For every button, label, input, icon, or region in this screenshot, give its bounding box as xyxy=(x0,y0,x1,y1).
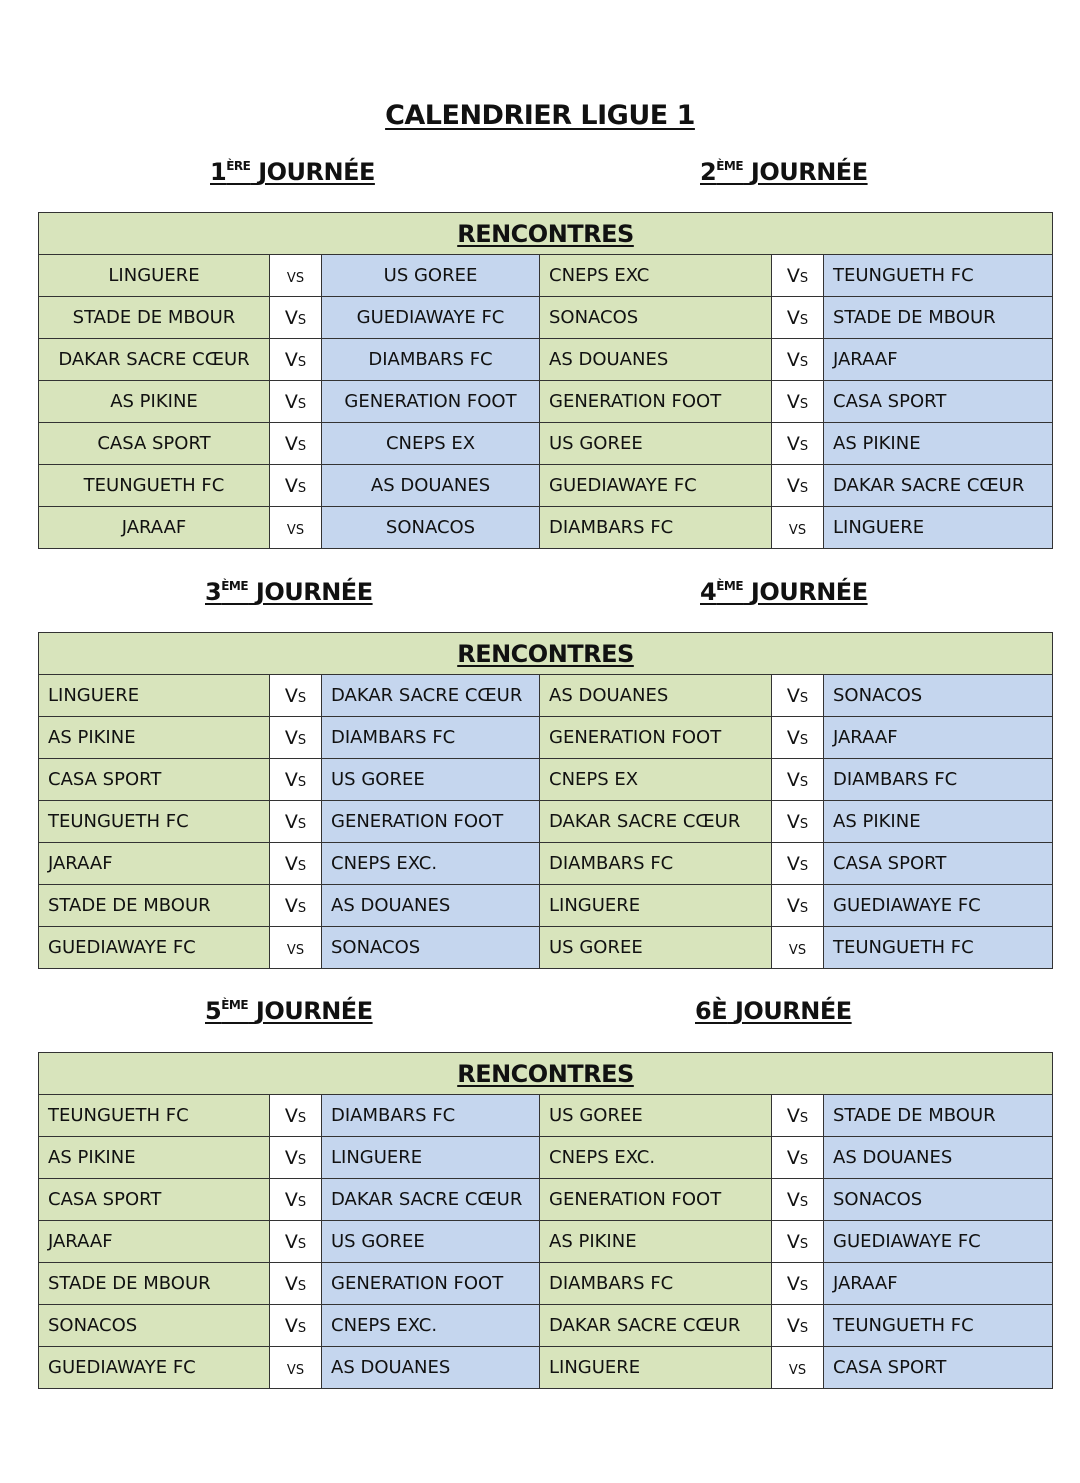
vs-label: Vs xyxy=(270,885,322,927)
vs-label: Vs xyxy=(772,297,824,339)
away-team-right: CASA SPORT xyxy=(824,381,1053,423)
home-team-right: DAKAR SACRE CŒUR xyxy=(540,801,772,843)
page-title: CALENDRIER LIGUE 1 xyxy=(385,100,695,131)
round-suffix: ÈME xyxy=(716,579,744,593)
away-team-right: STADE DE MBOUR xyxy=(824,297,1053,339)
home-team-right: DIAMBARS FC xyxy=(540,1263,772,1305)
away-team-left: US GOREE xyxy=(322,255,540,297)
away-team-right: JARAAF xyxy=(824,717,1053,759)
round-word: JOURNÉE xyxy=(255,997,373,1025)
vs-label: Vs xyxy=(772,1305,824,1347)
table-row xyxy=(39,843,1053,885)
table-row xyxy=(39,381,1053,423)
vs-label: Vs xyxy=(270,801,322,843)
round-number: 5 xyxy=(205,997,222,1025)
vs-label: Vs xyxy=(270,717,322,759)
vs-label: Vs xyxy=(772,1137,824,1179)
home-team-left: AS PIKINE xyxy=(39,717,270,759)
vs-label: Vs xyxy=(772,465,824,507)
vs-label: Vs xyxy=(772,675,824,717)
vs-label: Vs xyxy=(772,1263,824,1305)
vs-label: vs xyxy=(270,1347,322,1389)
away-team-right: SONACOS xyxy=(824,1179,1053,1221)
vs-label: Vs xyxy=(270,1305,322,1347)
vs-label: Vs xyxy=(270,339,322,381)
round-number: 4 xyxy=(700,578,717,606)
home-team-left: TEUNGUETH FC xyxy=(39,1095,270,1137)
home-team-left: TEUNGUETH FC xyxy=(39,801,270,843)
table-row xyxy=(39,1263,1053,1305)
home-team-left: STADE DE MBOUR xyxy=(39,1263,270,1305)
round-word: JOURNÉE xyxy=(258,158,375,186)
table-row xyxy=(39,1137,1053,1179)
round-2-heading xyxy=(700,158,868,186)
home-team-left: AS PIKINE xyxy=(39,381,270,423)
away-team-right: TEUNGUETH FC xyxy=(824,927,1053,969)
home-team-right: DIAMBARS FC xyxy=(540,843,772,885)
round-4-heading xyxy=(700,578,868,606)
home-team-right: CNEPS EXC. xyxy=(540,1137,772,1179)
away-team-left: DAKAR SACRE CŒUR xyxy=(322,1179,540,1221)
fixtures-table-rounds-3-4 xyxy=(38,632,1053,969)
home-team-left: CASA SPORT xyxy=(39,423,270,465)
away-team-right: JARAAF xyxy=(824,339,1053,381)
home-team-left: LINGUERE xyxy=(39,255,270,297)
away-team-left: US GOREE xyxy=(322,1221,540,1263)
home-team-left: CASA SPORT xyxy=(39,759,270,801)
table-row xyxy=(39,423,1053,465)
vs-label: vs xyxy=(772,1347,824,1389)
away-team-right: CASA SPORT xyxy=(824,1347,1053,1389)
table-row xyxy=(39,1179,1053,1221)
away-team-left: DIAMBARS FC xyxy=(322,339,540,381)
vs-label: Vs xyxy=(772,381,824,423)
vs-label: vs xyxy=(270,927,322,969)
vs-label: Vs xyxy=(772,255,824,297)
home-team-right: US GOREE xyxy=(540,1095,772,1137)
home-team-right: DAKAR SACRE CŒUR xyxy=(540,1305,772,1347)
away-team-right: SONACOS xyxy=(824,675,1053,717)
home-team-right: AS DOUANES xyxy=(540,339,772,381)
round-number: 2 xyxy=(700,158,717,186)
home-team-right: LINGUERE xyxy=(540,885,772,927)
vs-label: Vs xyxy=(270,1095,322,1137)
round-word: JOURNÉE xyxy=(750,578,868,606)
table-row xyxy=(39,255,1053,297)
vs-label: vs xyxy=(270,255,322,297)
round-3-heading xyxy=(205,578,373,606)
home-team-right: AS DOUANES xyxy=(540,675,772,717)
away-team-left: GENERATION FOOT xyxy=(322,801,540,843)
vs-label: Vs xyxy=(772,717,824,759)
round-suffix: ÈME xyxy=(221,579,249,593)
round-number: 6È xyxy=(695,997,728,1025)
away-team-left: AS DOUANES xyxy=(322,465,540,507)
away-team-left: LINGUERE xyxy=(322,1137,540,1179)
table-row xyxy=(39,1347,1053,1389)
home-team-left: CASA SPORT xyxy=(39,1179,270,1221)
vs-label: Vs xyxy=(772,843,824,885)
table-row xyxy=(39,885,1053,927)
table-row xyxy=(39,507,1053,549)
vs-label: Vs xyxy=(270,1221,322,1263)
away-team-left: GENERATION FOOT xyxy=(322,1263,540,1305)
vs-label: vs xyxy=(270,507,322,549)
rencontres-header-row xyxy=(39,1053,1053,1095)
home-team-right: AS PIKINE xyxy=(540,1221,772,1263)
table-row xyxy=(39,759,1053,801)
home-team-right: DIAMBARS FC xyxy=(540,507,772,549)
table-row xyxy=(39,717,1053,759)
vs-label: Vs xyxy=(270,843,322,885)
away-team-right: LINGUERE xyxy=(824,507,1053,549)
rencontres-label: RENCONTRES xyxy=(39,1053,1053,1095)
home-team-left: AS PIKINE xyxy=(39,1137,270,1179)
vs-label: Vs xyxy=(772,339,824,381)
vs-label: vs xyxy=(772,927,824,969)
rencontres-label: RENCONTRES xyxy=(39,213,1053,255)
vs-label: Vs xyxy=(772,1095,824,1137)
vs-label: Vs xyxy=(772,885,824,927)
rencontres-label: RENCONTRES xyxy=(39,633,1053,675)
away-team-right: AS DOUANES xyxy=(824,1137,1053,1179)
vs-label: Vs xyxy=(270,1137,322,1179)
away-team-right: GUEDIAWAYE FC xyxy=(824,1221,1053,1263)
away-team-right: TEUNGUETH FC xyxy=(824,255,1053,297)
table-row xyxy=(39,465,1053,507)
away-team-right: TEUNGUETH FC xyxy=(824,1305,1053,1347)
vs-label: Vs xyxy=(772,759,824,801)
home-team-right: CNEPS EX xyxy=(540,759,772,801)
home-team-right: US GOREE xyxy=(540,927,772,969)
away-team-right: DIAMBARS FC xyxy=(824,759,1053,801)
away-team-left: CNEPS EX xyxy=(322,423,540,465)
vs-label: Vs xyxy=(270,1263,322,1305)
away-team-right: AS PIKINE xyxy=(824,423,1053,465)
vs-label: Vs xyxy=(772,801,824,843)
table-row xyxy=(39,297,1053,339)
away-team-right: JARAAF xyxy=(824,1263,1053,1305)
vs-label: Vs xyxy=(772,1221,824,1263)
away-team-left: GENERATION FOOT xyxy=(322,381,540,423)
away-team-right: AS PIKINE xyxy=(824,801,1053,843)
round-suffix: ÈME xyxy=(221,998,249,1012)
away-team-left: CNEPS EXC. xyxy=(322,843,540,885)
home-team-right: GENERATION FOOT xyxy=(540,381,772,423)
home-team-right: LINGUERE xyxy=(540,1347,772,1389)
away-team-right: GUEDIAWAYE FC xyxy=(824,885,1053,927)
table-row xyxy=(39,675,1053,717)
away-team-left: CNEPS EXC. xyxy=(322,1305,540,1347)
away-team-left: DAKAR SACRE CŒUR xyxy=(322,675,540,717)
round-word: JOURNÉE xyxy=(734,997,852,1025)
vs-label: Vs xyxy=(772,1179,824,1221)
away-team-left: SONACOS xyxy=(322,507,540,549)
home-team-right: GENERATION FOOT xyxy=(540,1179,772,1221)
away-team-left: SONACOS xyxy=(322,927,540,969)
home-team-left: STADE DE MBOUR xyxy=(39,297,270,339)
away-team-left: US GOREE xyxy=(322,759,540,801)
table-row xyxy=(39,1095,1053,1137)
vs-label: Vs xyxy=(270,759,322,801)
away-team-right: CASA SPORT xyxy=(824,843,1053,885)
home-team-left: JARAAF xyxy=(39,843,270,885)
vs-label: Vs xyxy=(270,297,322,339)
home-team-left: JARAAF xyxy=(39,1221,270,1263)
away-team-left: AS DOUANES xyxy=(322,1347,540,1389)
away-team-left: GUEDIAWAYE FC xyxy=(322,297,540,339)
home-team-left: DAKAR SACRE CŒUR xyxy=(39,339,270,381)
vs-label: Vs xyxy=(270,423,322,465)
vs-label: Vs xyxy=(270,465,322,507)
round-suffix: ÈME xyxy=(716,159,744,173)
round-number: 1 xyxy=(210,158,227,186)
fixtures-table-rounds-5-6 xyxy=(38,1052,1053,1389)
table-row xyxy=(39,1305,1053,1347)
round-number: 3 xyxy=(205,578,222,606)
home-team-left: STADE DE MBOUR xyxy=(39,885,270,927)
vs-label: Vs xyxy=(772,423,824,465)
round-6-heading xyxy=(695,997,852,1025)
table-row xyxy=(39,801,1053,843)
away-team-left: DIAMBARS FC xyxy=(322,717,540,759)
round-5-heading xyxy=(205,997,373,1025)
table-row xyxy=(39,1221,1053,1263)
home-team-right: US GOREE xyxy=(540,423,772,465)
round-word: JOURNÉE xyxy=(750,158,868,186)
home-team-right: GENERATION FOOT xyxy=(540,717,772,759)
away-team-right: DAKAR SACRE CŒUR xyxy=(824,465,1053,507)
round-word: JOURNÉE xyxy=(255,578,373,606)
table-row xyxy=(39,927,1053,969)
vs-label: Vs xyxy=(270,675,322,717)
vs-label: Vs xyxy=(270,381,322,423)
away-team-left: AS DOUANES xyxy=(322,885,540,927)
away-team-left: DIAMBARS FC xyxy=(322,1095,540,1137)
home-team-left: SONACOS xyxy=(39,1305,270,1347)
vs-label: Vs xyxy=(270,1179,322,1221)
home-team-right: SONACOS xyxy=(540,297,772,339)
home-team-right: CNEPS EXC xyxy=(540,255,772,297)
round-suffix: ÈRE xyxy=(226,159,251,173)
home-team-left: GUEDIAWAYE FC xyxy=(39,927,270,969)
round-1-heading xyxy=(210,158,375,186)
fixtures-table-rounds-1-2 xyxy=(38,212,1053,549)
home-team-left: JARAAF xyxy=(39,507,270,549)
rencontres-header-row xyxy=(39,213,1053,255)
home-team-left: LINGUERE xyxy=(39,675,270,717)
rencontres-header-row xyxy=(39,633,1053,675)
vs-label: vs xyxy=(772,507,824,549)
table-row xyxy=(39,339,1053,381)
home-team-left: TEUNGUETH FC xyxy=(39,465,270,507)
away-team-right: STADE DE MBOUR xyxy=(824,1095,1053,1137)
home-team-right: GUEDIAWAYE FC xyxy=(540,465,772,507)
home-team-left: GUEDIAWAYE FC xyxy=(39,1347,270,1389)
